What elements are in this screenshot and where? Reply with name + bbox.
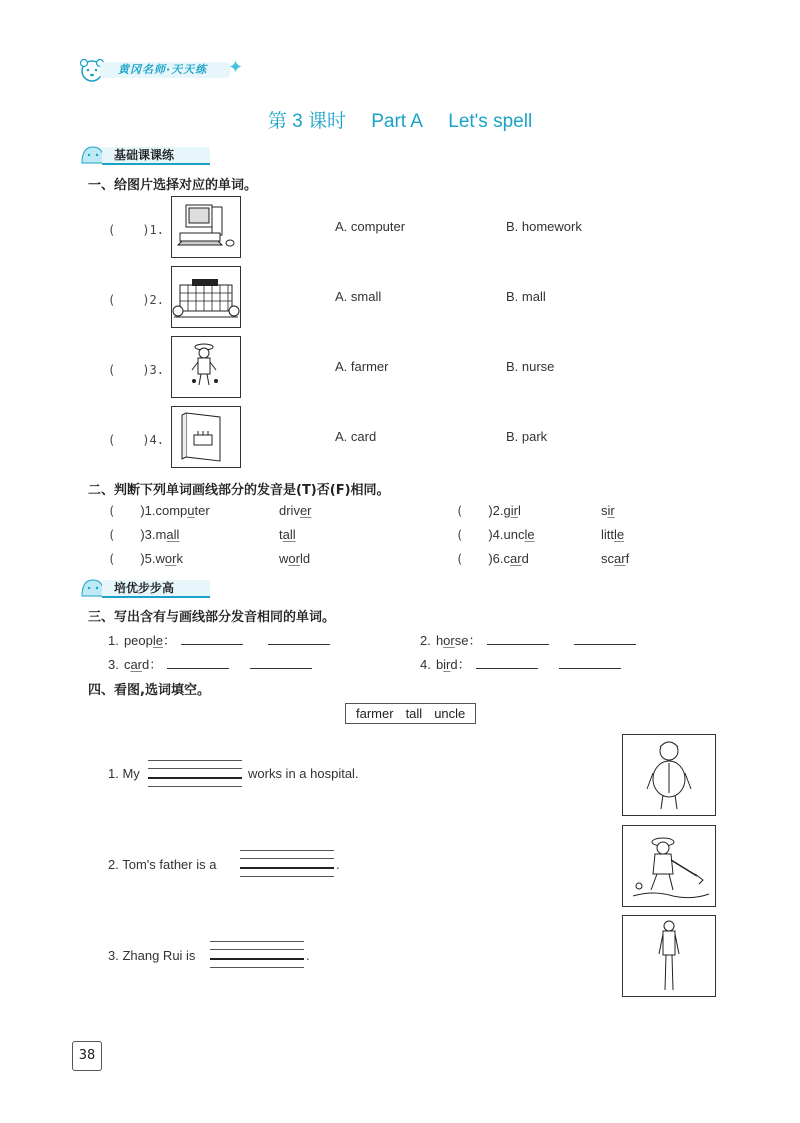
word-part: peop: [123, 633, 153, 648]
answer-paren-open[interactable]: (: [108, 293, 116, 307]
card-picture: [171, 406, 241, 468]
word-part: se：: [454, 633, 482, 648]
mall-picture: [171, 266, 241, 328]
word-part: w: [155, 551, 165, 566]
q2-compare-6: [601, 548, 629, 567]
farmer-icon: [623, 826, 715, 906]
underlined-part: er: [299, 503, 312, 518]
word-bank: [345, 703, 476, 724]
section-tag-label: 基础课课练: [114, 148, 175, 162]
q2-item-3: [108, 524, 179, 543]
item-number: 1.: [108, 633, 119, 648]
answer-paren[interactable]: (: [456, 504, 464, 518]
brand-text: 黄冈名师·天天练: [118, 63, 208, 76]
underlined-part: le: [524, 527, 535, 542]
sentence-2-start: 2. Tom's father is a: [108, 857, 217, 872]
answer-paren-open[interactable]: (: [108, 223, 116, 237]
card-icon: [172, 407, 240, 467]
word-part: w: [279, 551, 289, 566]
answer-paren-open[interactable]: (: [108, 363, 116, 377]
underlined-part: ir: [510, 503, 518, 518]
q3-heading: 三、写出含有与画线部分发音相同的单词。: [88, 610, 336, 625]
option-b: B. park: [506, 429, 548, 444]
lesson-topic: Let's spell: [448, 111, 533, 132]
word-part: s: [601, 503, 608, 518]
word-part: ter: [194, 503, 210, 518]
option-a: A. small: [335, 289, 382, 304]
answer-blank[interactable]: [476, 656, 538, 669]
answer-blank[interactable]: [167, 656, 229, 669]
answer-paren[interactable]: (: [108, 504, 116, 518]
q3-item-2: [420, 630, 636, 649]
item-number: )3.: [142, 363, 165, 377]
underlined-part: or: [288, 551, 300, 566]
four-line-blank[interactable]: [210, 941, 304, 967]
underlined-part: or: [164, 551, 177, 566]
page-title: [0, 106, 800, 133]
q2-compare-1: [279, 500, 312, 519]
brand-banner: [78, 56, 248, 84]
sentence-3-end: .: [306, 948, 310, 963]
page-number: 38: [72, 1041, 102, 1071]
farmer-picture: [171, 336, 241, 398]
underlined-part: all: [166, 527, 180, 542]
option-a: A. card: [335, 429, 377, 444]
four-line-blank[interactable]: [240, 850, 334, 876]
word-part: l: [517, 503, 521, 518]
farmer-scene-picture: [622, 825, 716, 907]
item-number: )2.: [142, 293, 165, 307]
q2-item-4: [456, 524, 535, 543]
word-part: m: [155, 527, 167, 542]
q2-compare-5: [279, 548, 310, 567]
four-line-blank[interactable]: [148, 760, 242, 786]
word-part: d: [521, 551, 529, 566]
option-a: A. computer: [335, 219, 406, 234]
q2-compare-4: [601, 524, 624, 543]
word-part: k: [176, 551, 183, 566]
q1-item-3: [108, 359, 164, 378]
answer-paren[interactable]: (: [456, 552, 464, 566]
word-part: unc: [503, 527, 525, 542]
section-tag-basic: [80, 141, 210, 165]
option-a: A. farmer: [335, 359, 389, 374]
word-part: ld: [299, 551, 311, 566]
word-part: c: [503, 551, 510, 566]
item-number: )3.: [140, 527, 156, 542]
word-part: comp: [155, 503, 188, 518]
section-tag-advanced: [80, 574, 210, 598]
word-part: c: [123, 657, 131, 672]
word-bank-item: uncle: [434, 706, 466, 721]
word-part: g: [503, 503, 511, 518]
option-b: B. nurse: [506, 359, 555, 374]
q1-item-4: [108, 429, 164, 448]
q2-item-5: [108, 548, 183, 567]
q4-heading: 四、看图,选词填空。: [88, 683, 210, 698]
sentence-2-end: .: [336, 857, 340, 872]
lesson-number: 第 3 课时: [267, 111, 346, 132]
computer-picture: [171, 196, 241, 258]
q2-heading: 二、判断下列单词画线部分的发音是(T)否(F)相同。: [88, 483, 390, 498]
word-part: f: [625, 551, 630, 566]
word-bank-item: farmer: [356, 706, 394, 721]
underlined-part: le: [152, 633, 163, 648]
answer-blank[interactable]: [559, 656, 621, 669]
computer-icon: [172, 197, 240, 257]
word-part: b: [435, 657, 444, 672]
underlined-part: ir: [607, 503, 615, 518]
item-number: )4.: [488, 527, 504, 542]
answer-blank[interactable]: [250, 656, 312, 669]
underlined-part: ir: [443, 657, 451, 672]
word-part: driv: [279, 503, 300, 518]
tall-boy-icon: [623, 916, 715, 996]
answer-paren-open[interactable]: (: [108, 433, 116, 447]
uncle-icon: [623, 735, 715, 815]
item-number: )1.: [140, 503, 156, 518]
underlined-part: ar: [130, 657, 142, 672]
word-part: t: [279, 527, 283, 542]
item-number: )1.: [142, 223, 165, 237]
farmer-icon: [172, 337, 240, 397]
q2-item-2: [456, 500, 521, 519]
uncle-picture: [622, 734, 716, 816]
item-number: )4.: [142, 433, 165, 447]
section-tag-label: 培优步步高: [114, 581, 175, 595]
tall-boy-picture: [622, 915, 716, 997]
item-number: 4.: [420, 657, 431, 672]
word-part: h: [435, 633, 444, 648]
sentence-1-end: works in a hospital.: [248, 766, 359, 781]
underlined-part: u: [187, 503, 195, 518]
q3-item-1: [108, 630, 330, 649]
item-number: 2.: [420, 633, 431, 648]
answer-blank[interactable]: [181, 632, 243, 645]
word-part: litt: [601, 527, 614, 542]
underlined-part: or: [443, 633, 455, 648]
q2-item-6: [456, 548, 529, 567]
q2-compare-3: [279, 524, 296, 543]
q1-heading: 一、给图片选择对应的单词。: [88, 178, 258, 193]
q3-item-4: [420, 654, 621, 673]
q2-item-1: [108, 500, 210, 519]
item-number: )6.: [488, 551, 504, 566]
q2-compare-2: [601, 500, 615, 519]
word-part: d：: [142, 657, 163, 672]
q1-item-2: [108, 289, 164, 308]
item-number: 3.: [108, 657, 119, 672]
word-part: ：: [162, 633, 176, 648]
q1-item-1: [108, 219, 164, 238]
item-number: )2.: [488, 503, 504, 518]
lesson-part: Part A: [371, 111, 423, 132]
answer-blank[interactable]: [268, 632, 330, 645]
word-part: d：: [450, 657, 471, 672]
mall-icon: [172, 267, 240, 327]
option-b: B. mall: [506, 289, 546, 304]
word-bank-item: tall: [405, 706, 423, 721]
underlined-part: all: [282, 527, 296, 542]
answer-blank[interactable]: [574, 632, 636, 645]
option-b: B. homework: [506, 219, 582, 234]
word-part: sc: [601, 551, 614, 566]
sentence-1-start: 1. My: [108, 766, 140, 781]
sentence-3-start: 3. Zhang Rui is: [108, 948, 196, 963]
item-number: )5.: [140, 551, 156, 566]
answer-paren[interactable]: (: [108, 528, 116, 542]
answer-blank[interactable]: [487, 632, 549, 645]
underlined-part: ar: [614, 551, 626, 566]
answer-paren[interactable]: (: [456, 528, 464, 542]
sparkle-icon: ✦: [228, 57, 244, 78]
underlined-part: ar: [510, 551, 522, 566]
q3-item-3: [108, 654, 312, 673]
answer-paren[interactable]: (: [108, 552, 116, 566]
underlined-part: le: [614, 527, 625, 542]
